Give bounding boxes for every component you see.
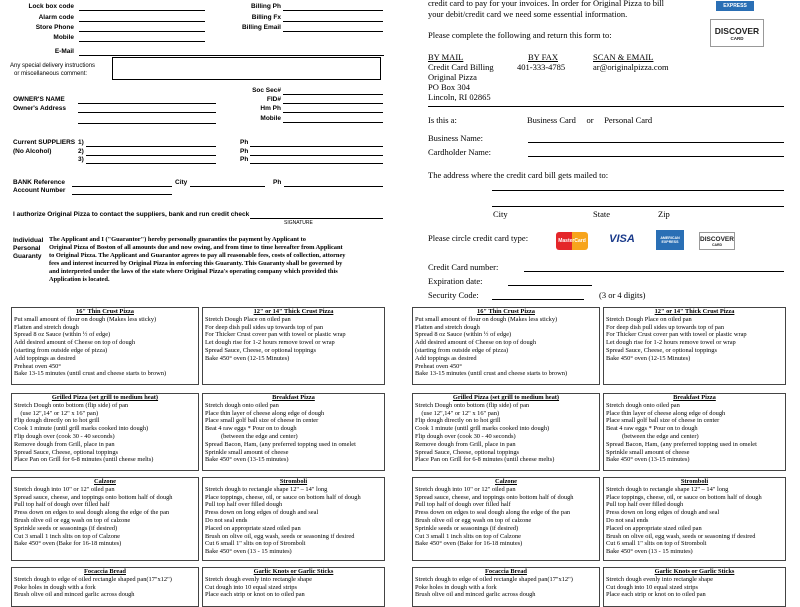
hm-ph-label: Hm Ph [260,105,281,112]
recipe-box-calzone-copy [412,477,600,561]
guaranty-label-2: Personal [13,245,41,252]
scan-email-heading: SCAN & EMAIL [593,52,654,62]
address-field-2[interactable] [492,206,784,207]
cardholder-name-label: Cardholder Name: [428,147,492,157]
recipe-line: Place toppings, cheese, oil, or sauce on bottom half of dough [606,493,762,501]
guaranty-line: and interpreted under the laws of the state where Original Pizza's operating company which provided this [49,268,338,275]
recipe-box-calzone [11,477,199,561]
business-name-field[interactable] [528,142,784,143]
guaranty-line: to Original Pizza. The Applicant and Guarantor agrees to pay all reasonable fees, costs of collection, attorney [49,252,346,259]
recipe-line: Brush on olive oil, egg wash, seeds or seasoning if desired [606,532,756,540]
expiration-label: Expiration date: [428,276,483,286]
owner-name-field[interactable] [78,103,216,104]
supplier-3-num: 3) [78,156,84,163]
recipe-line: For deep dish pull sides up towards top of pan [606,323,725,331]
recipe-box-breakfast-copy [603,393,786,471]
owner-name-label: OWNER'S NAME [13,96,65,103]
discover-top-text: DISCOVER [714,25,760,36]
recipe-title: 16" Thin Crust Pizza [76,308,134,315]
recipe-line: Bake 450° oven (13 - 15 minutes) [606,548,693,556]
recipe-line: Flip dough directly on to hot grill [14,417,100,425]
mobile2-label: Mobile [260,115,281,122]
recipe-line: Let dough rise for 1-2 hours remove towel or wrap [606,339,736,347]
recipe-line: Stretch dough to edge of oiled rectangle shaped pan(17"x12") [14,575,172,583]
recipe-line: Flip dough over (cook 30 - 40 seconds) [14,432,115,440]
recipe-line: Bake 450° oven (13-15 minutes) [606,456,690,464]
supplier-3-ph-label: Ph [240,156,249,163]
address-prompt: The address where the credit card bill gets mailed to: [428,170,609,180]
recipe-line: Cut dough into 10 equal sized strips [205,583,297,591]
recipe-line: Remove dough from Grill, place in pan [415,440,516,448]
alarm-label: Alarm code [38,14,74,21]
recipe-line: (starting from outside edge of pizza) [14,346,108,354]
recipe-line: Stretch Dough Place on oiled pan [205,315,291,323]
recipe-line: Bake 450° oven (13-15 minutes) [205,456,289,464]
recipe-line: Stretch dough to edge of oiled rectangle shaped pan(17"x12") [415,575,573,583]
recipe-line: Pull top half over filled dough [606,501,684,509]
recipe-line: Stretch Dough onto bottom (flip side) of pan [415,401,530,409]
discover-text: DISCOVER [700,235,734,243]
recipe-line: Cut 6 small 1" slits on top of Stromboli [606,540,707,548]
bank-ph-field[interactable] [284,186,383,187]
recipe-line: Cut 3 small 1 inch slits on top of Calzone [14,532,120,540]
intro-line-3: Please complete the following and return this form to: [428,30,612,40]
recipe-line: For Thicker Crust cover pan with towel or plastic wrap [205,331,346,339]
recipe-line: Let dough rise for 1-2 hours remove towel or wrap [205,339,335,347]
recipe-title: Calzone [494,478,517,485]
recipe-line: Place each strip or knot on to oiled pan [205,591,305,599]
recipe-line: Poke holes in dough with a fork [415,583,497,591]
recipe-line: Brush on olive oil, egg wash, seeds or seasoning if desired [205,532,355,540]
recipe-line: Spread Bacon, Ham, (any preferred topping used in omelet [606,440,757,448]
bank-ph-label: Ph [273,179,282,186]
cardholder-name-field[interactable] [528,156,784,157]
guaranty-line: Application is located. [49,276,110,283]
recipe-line: Bake 450° oven (Bake for 16-18 minutes) [415,540,523,548]
discover-sub: CARD [711,242,723,247]
recipe-box-garlic-knots-copy [603,567,786,607]
supplier-2-ph-field[interactable] [250,155,383,156]
recipe-title: 16" Thin Crust Pizza [477,308,535,315]
billing-fx-field[interactable] [283,21,383,22]
bank-ref-field[interactable] [72,186,172,187]
is-this-label: Is this a: [428,115,457,125]
recipe-line: Place thin layer of cheese along edge of dough [205,409,325,417]
security-hint: (3 or 4 digits) [599,290,646,300]
recipe-title: Stromboli [680,478,709,485]
billing-email-field[interactable] [283,31,383,32]
recipe-title: Garlic Knots or Garlic Sticks [253,568,334,575]
supplier-2-field[interactable] [86,155,216,156]
recipe-line: Pull top half over filled dough [205,501,283,509]
guaranty-line: The Applicant and I ("Guarantor") hereby personally guaranties the payment by Applicant to [49,236,306,243]
supplier-2-ph-label: Ph [240,148,249,155]
recipe-line: Remove dough from Grill, place in pan [14,440,115,448]
recipe-line: Place thin layer of cheese along edge of dough [606,409,726,417]
mail-line: Lincoln, RI 02865 [428,92,491,102]
recipe-line: Flatten and stretch dough [14,323,79,331]
recipe-line: Stretch Dough onto bottom (flip side) of pan [14,401,129,409]
recipe-line: Add desired amount of Cheese on top of dough [415,339,537,347]
zip-label: Zip [658,209,670,219]
recipe-line: Sprinkle small amount of cheese [606,448,690,456]
recipe-line: Bake 450° oven (12-15 Minutes) [205,354,290,362]
recipe-line: For Thicker Crust cover pan with towel or plastic wrap [606,331,747,339]
recipe-line: Place small golf ball size of cheese in center [606,417,720,425]
recipe-line: Place Pan on Grill for 6-8 minutes (until cheese melts) [14,456,154,464]
recipe-line: Place small golf ball size of cheese in center [205,417,319,425]
mobile2-field[interactable] [283,122,383,123]
authorize-text: I authorize Original Pizza to contact the suppliers, bank and run credit check [13,211,250,218]
recipe-title: Breakfast Pizza [673,394,716,401]
recipe-line: (between the edge and center) [205,432,298,440]
recipe-line: Spread Sauce, Cheese, or optional toppings [205,346,316,354]
supplier-2-num: 2) [78,148,84,155]
recipe-line: Put small amount of flour on dough (Makes less sticky) [14,315,157,323]
recipe-box-stromboli [202,477,385,561]
recipe-line: Press down on long edges of dough and seal [205,509,319,517]
recipe-title: Garlic Knots or Garlic Sticks [654,568,735,575]
recipe-line: Beat 4 raw eggs * Pour on to dough [205,425,297,433]
recipe-line: Bake 450° oven (12-15 Minutes) [606,354,691,362]
alarm-field[interactable] [79,21,205,22]
recipe-line: Cut dough into 10 equal sized strips [606,583,698,591]
discover-logo-top [710,19,764,47]
recipe-line: Place Pan on Grill for 6-8 minutes (until cheese melts) [415,456,555,464]
recipe-line: Flip dough over (cook 30 - 40 seconds) [415,432,516,440]
recipe-line: Spread Sauce, Cheese, optional toppings [415,448,520,456]
recipe-title: Grilled Pizza (set grill to medium heat) [452,394,560,401]
guaranty-line: Original Pizza of Boston of all amounts due and now owing, and from time to time hereafter from Applicant [49,244,343,251]
recipe-line: Spread 8 oz Sauce (within ½ of edge) [14,331,111,339]
circle-card-label: Please circle credit card type: [428,233,529,243]
expiration-field[interactable] [508,285,592,286]
billing-fx-label: Billing Fx [251,14,281,21]
recipe-line: Bake 450° oven (Bake for 16-18 minutes) [14,540,122,548]
city-label: City [493,209,508,219]
store-phone-label: Store Phone [35,24,74,31]
recipe-line: Stretch Dough Place on oiled pan [606,315,692,323]
recipe-line: Bake 13-15 minutes (until crust and cheese starts to brown) [415,370,568,378]
mastercard-logo[interactable]: MasterCard [556,232,588,250]
recipe-line: Press down on edges to seal dough along the edge of the pan [14,509,170,517]
discover-top-sub: CARD [730,35,744,41]
special-delivery-label-1: Any special delivery instructions [10,63,96,69]
visa-logo[interactable]: VISA [609,233,635,245]
lockbox-field[interactable] [79,10,205,11]
cc-number-field[interactable] [524,271,784,272]
mail-line: Credit Card Billing [428,62,494,72]
recipe-line: Placed on appropriate sized oiled pan [205,524,301,532]
hm-ph-field[interactable] [283,112,383,113]
recipe-line: Brush olive oil and minced garlic across dough [14,591,135,599]
recipe-box-focaccia [11,567,199,607]
recipe-line: Brush olive oil and minced garlic across dough [415,591,536,599]
recipe-line: Preheat oven 450° [14,362,61,370]
recipe-line: Sprinkle small amount of cheese [205,448,289,456]
recipe-line: Spread Bacon, Ham, (any preferred topping used in omelet [205,440,356,448]
guaranty-text [49,236,346,284]
billing-email-label: Billing Email [241,24,281,31]
recipe-line: Stretch dough into 10" or 12" oiled pan [415,485,516,493]
recipe-title: Breakfast Pizza [272,394,315,401]
recipe-line: Bake 13-15 minutes (until crust and cheese starts to brown) [14,370,167,378]
business-name-label: Business Name: [428,133,484,143]
mail-line: PO Box 304 [428,82,471,92]
by-fax-heading: BY FAX [528,52,558,62]
fid-field[interactable] [283,103,383,104]
recipe-line: Flip dough directly on to hot grill [415,417,501,425]
recipe-title: Focaccia Bread [485,568,527,575]
recipe-line: Put small amount of flour on dough (Makes less sticky) [415,315,558,323]
recipe-title: Calzone [93,478,116,485]
recipe-line: Press down on edges to seal dough along the edge of the pan [415,509,571,517]
mail-line: Original Pizza [428,72,477,82]
recipe-title: 12" or 14" Thick Crust Pizza [654,308,735,315]
bank-ref-label: BANK Reference [13,179,66,186]
recipe-line: Pull top half of dough over filled half [14,501,110,509]
guaranty-line: fees and interest incurred by Original Pizza in enforcing this Guaranty. This Guaranty shall be governed by [49,260,343,267]
fax-number: 401-333-4785 [517,62,566,72]
security-label: Security Code: [428,290,479,300]
recipe-box-grilled [11,393,199,471]
soc-sec-field[interactable] [283,94,383,95]
recipe-line: Press down on long edges of dough and seal [606,509,720,517]
signature-label: SIGNATURE [284,220,313,226]
supplier-1-ph-field[interactable] [250,146,383,147]
recipe-line: Placed on appropriate sized oiled pan [606,524,702,532]
store-phone-field[interactable] [79,31,205,32]
recipe-line: Spread 8 oz Sauce (within ½ of edge) [415,331,512,339]
owner-address-field[interactable] [78,112,216,113]
recipe-box-stromboli-copy [603,477,786,561]
recipe-line: Place each strip or knot on to oiled pan [606,591,706,599]
special-delivery-box[interactable] [112,57,381,80]
recipe-line: Add toppings as desired [14,354,76,362]
recipe-line: (use 12",14" or 12" x 16" pan) [415,409,500,417]
state-label: State [593,209,610,219]
recipe-line: Add toppings as desired [415,354,477,362]
recipe-line: Stretch dough evenly into rectangle shape [606,575,714,583]
signature-field[interactable] [250,218,383,219]
billing-ph-label: Billing Ph [251,3,281,10]
recipe-line: Poke holes in dough with a fork [14,583,96,591]
bank-city-label: City [175,179,188,186]
address-field-1[interactable] [492,190,784,191]
recipe-line: (use 12",14" or 12" x 16" pan) [14,409,99,417]
mobile-field[interactable] [79,41,205,42]
supplier-3-ph-field[interactable] [250,163,383,164]
email-label: E-Mail [54,48,74,55]
recipe-line: Cook 1 minute (until grill marks cooked into dough) [415,425,550,433]
suppliers-label: Current SUPPLIERS [13,139,76,146]
supplier-1-num: 1) [78,139,84,146]
recipe-box-breakfast [202,393,385,471]
recipe-line: Do not seal ends [205,516,248,524]
divider [428,106,784,107]
amex-logo-top: EXPRESS [715,0,755,12]
recipe-line: Stretch dough into 10" or 12" oiled pan [14,485,115,493]
recipe-title: Grilled Pizza (set grill to medium heat) [51,394,159,401]
recipe-line: Flatten and stretch dough [415,323,480,331]
recipe-line: Spread Sauce, Cheese, optional toppings [14,448,119,456]
recipe-box-thick-crust-copy [603,307,786,385]
recipe-line: Beat 4 raw eggs * Pour on to dough [606,425,698,433]
email-field[interactable] [79,55,384,56]
recipe-title: Focaccia Bread [84,568,126,575]
recipe-title: Stromboli [279,478,308,485]
recipe-line: For deep dish pull sides up towards top of pan [205,323,324,331]
recipe-title: 12" or 14" Thick Crust Pizza [253,308,334,315]
recipe-line: Sprinkle seeds or seasonings (if desired) [14,524,118,532]
recipe-box-grilled-copy [412,393,600,471]
recipe-line: Add desired amount of Cheese on top of dough [14,339,136,347]
recipe-line: Bake 450° oven (13 - 15 minutes) [205,548,292,556]
recipe-line: Brush olive oil or egg wash on top of calzone [415,516,532,524]
recipe-line: Stretch dough to rectangle shape 12" – 14" long [606,485,729,493]
discover-logo[interactable] [699,232,735,250]
recipe-line: Do not seal ends [606,516,649,524]
recipe-line: Pull top half of dough over filled half [415,501,511,509]
lockbox-label: Lock box code [28,3,74,10]
amex-logo[interactable]: AMERICAN EXPRESS [656,230,684,250]
recipe-line: (between the edge and center) [606,432,699,440]
recipe-line: Stretch dough onto oiled pan [606,401,680,409]
recipe-box-garlic-knots [202,567,385,607]
recipe-box-thin-crust-copy [412,307,600,385]
guaranty-label-1: Individual [13,237,44,244]
account-number-label: Account Number [13,187,66,194]
mobile-label: Mobile [53,34,74,41]
soc-sec-label: Soc Sec# [252,87,281,94]
no-alcohol-label: (No Alcohol) [13,148,52,155]
supplier-1-ph-label: Ph [240,139,249,146]
recipe-line: (starting from outside edge of pizza) [415,346,509,354]
account-number-field[interactable] [72,194,172,195]
recipe-line: Brush olive oil or egg wash on top of calzone [14,516,131,524]
recipe-box-thin-crust [11,307,199,385]
recipe-line: Spread sauce, cheese, and toppings onto bottom half of dough [415,493,574,501]
bank-city-field[interactable] [190,186,265,187]
recipe-line: Sprinkle seeds or seasonings (if desired) [415,524,519,532]
supplier-3-field[interactable] [86,163,216,164]
recipe-line: Cut 6 small 1" slits on top of Stromboli [205,540,306,548]
card-type-choice[interactable]: Business Card or Personal Card [527,115,653,125]
recipe-line: Place toppings, cheese, oil, or sauce on bottom half of dough [205,493,361,501]
fid-label: FID# [266,96,281,103]
security-field[interactable] [492,299,584,300]
billing-ph-field[interactable] [283,10,383,11]
recipe-line: Stretch dough to rectangle shape 12" – 14" long [205,485,328,493]
special-delivery-label-2: or miscellaneous comment: [14,71,88,77]
guaranty-label-3: Guaranty [13,253,42,260]
recipe-line: Cook 1 minute (until grill marks cooked into dough) [14,425,149,433]
supplier-1-field[interactable] [86,146,216,147]
by-mail-heading: BY MAIL [428,52,464,62]
intro-line-1: credit card to pay for your invoices. In order for Original Pizza to bill [428,0,665,8]
owner-address-field-2[interactable] [78,123,216,124]
recipe-line: Cut 3 small 1 inch slits on top of Calzone [415,532,521,540]
recipe-line: Preheat oven 450° [415,362,462,370]
recipe-line: Spread sauce, cheese, and toppings onto bottom half of dough [14,493,173,501]
recipe-box-focaccia-copy [412,567,600,607]
recipe-line: Stretch dough evenly into rectangle shape [205,575,313,583]
owner-address-label: Owner's Address [13,105,66,112]
recipe-line: Stretch dough onto oiled pan [205,401,279,409]
recipe-line: Spread Sauce, Cheese, or optional toppings [606,346,717,354]
intro-line-2: your debit/credit card we need some essential information. [428,9,628,19]
cc-number-label: Credit Card number: [428,262,499,272]
recipe-box-thick-crust [202,307,385,385]
email-address[interactable]: ar@originalpizza.com [593,62,669,72]
